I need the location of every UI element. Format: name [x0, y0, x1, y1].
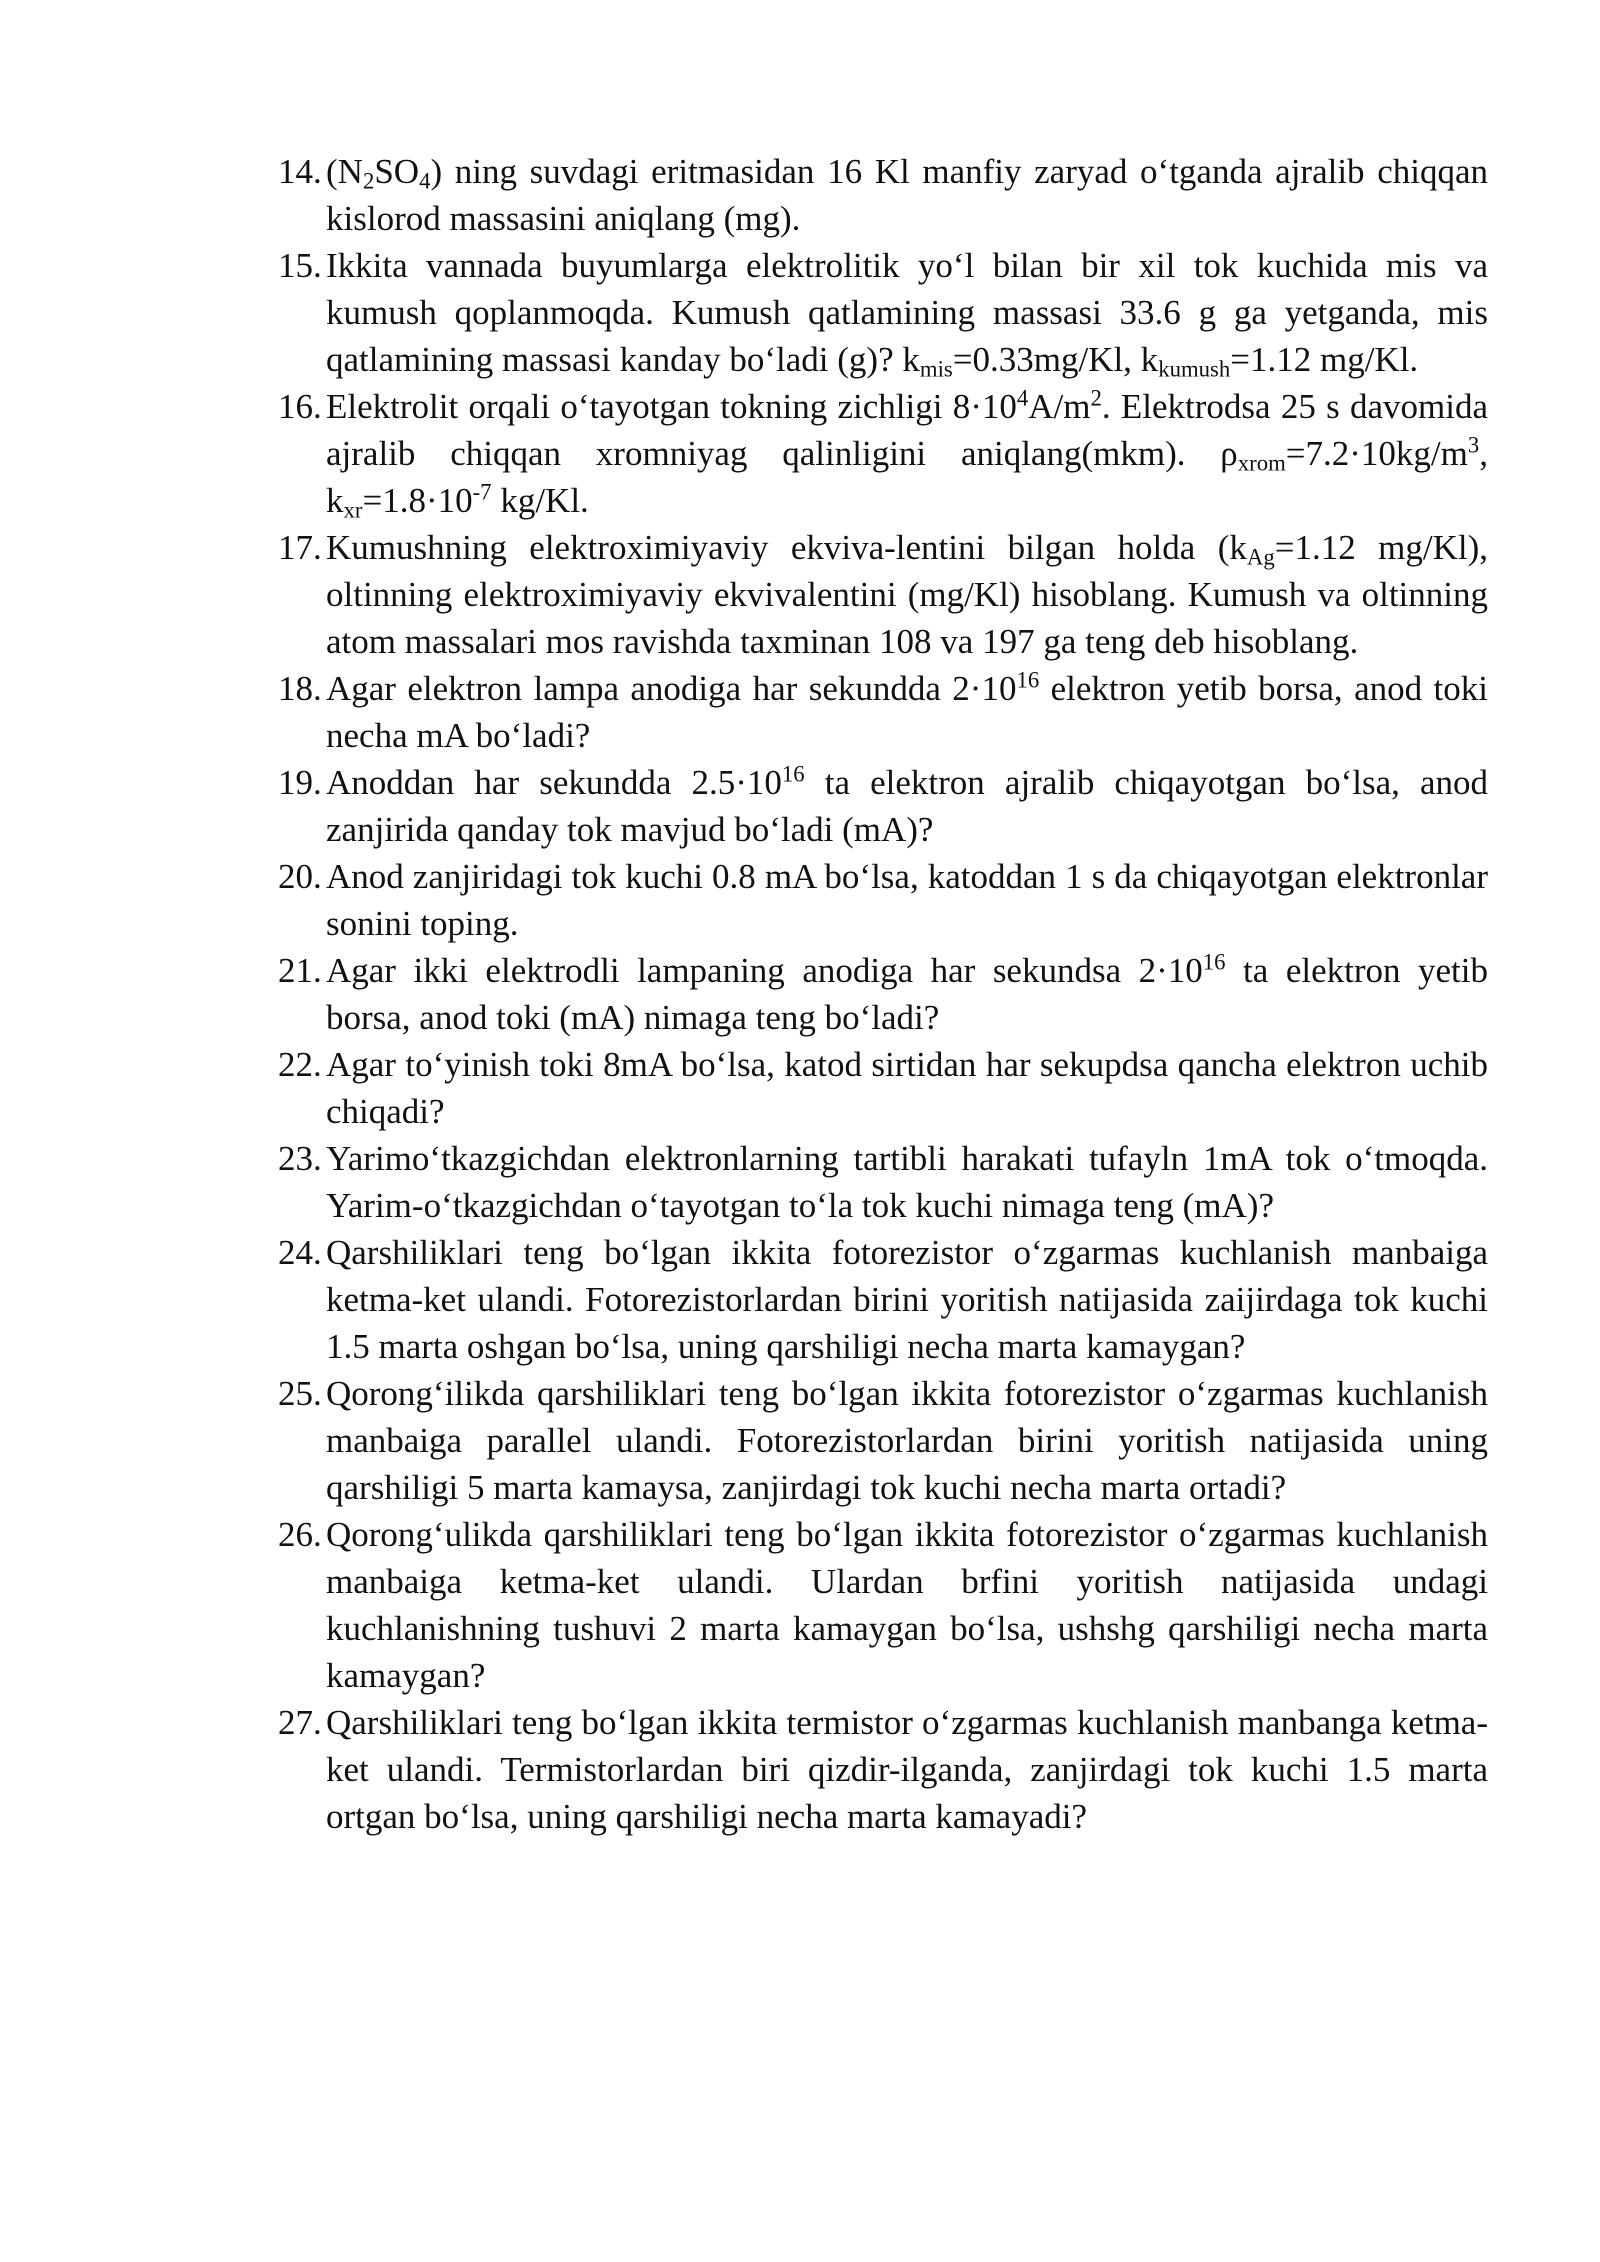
- problem-text: [326, 1374, 1488, 1507]
- problem-item: [278, 1041, 1488, 1135]
- problem-item: [278, 148, 1488, 242]
- problem-number: 24.: [278, 1233, 322, 1272]
- problem-text: [326, 1515, 1488, 1695]
- problem-item: [278, 1370, 1488, 1511]
- text-run: =1.12 mg/Kl), oltinning elektroximiyaviy ekvivalentini (mg/Kl) hisoblang. Kumush va oltinning atom massalari mos ravishda taxminan 108 va 197 ga teng deb hisoblang.: [326, 528, 1488, 661]
- text-run: . Elektrodsa 25 s davomida ajralib chiqqan xromniyag qalinligini aniqlang(mkm). ρ: [326, 387, 1488, 473]
- problem-text: [326, 1139, 1488, 1225]
- problem-text: [326, 528, 1488, 661]
- problem-text: [326, 1703, 1488, 1836]
- problem-list: [0, 148, 1600, 1840]
- subscript: xrom: [1237, 450, 1286, 476]
- superscript: 4: [1016, 385, 1029, 411]
- problem-number: 25.: [278, 1374, 322, 1413]
- problem-number: 20.: [278, 857, 322, 896]
- problem-item: [278, 1699, 1488, 1840]
- problem-number: 19.: [278, 763, 322, 802]
- text-run: N: [337, 152, 363, 191]
- text-run: A/m: [1028, 387, 1091, 426]
- text-run: =1.12 mg/Kl.: [1230, 340, 1419, 379]
- problem-number: 18.: [278, 669, 322, 708]
- superscript: 2: [1090, 385, 1102, 411]
- problem-text: [326, 951, 1488, 1037]
- text-run: Kumushning elektroximiyaviy ekviva-lentini bilgan holda (k: [326, 528, 1247, 567]
- text-run: ta elektron yetib borsa, anod toki (mA) nimaga teng bo‘ladi?: [326, 951, 1488, 1037]
- problem-number: 16.: [278, 387, 322, 426]
- text-run: Anoddan har sekundda 2.5·10: [326, 763, 782, 802]
- problem-item: [278, 524, 1488, 665]
- text-run: Anod zanjiridagi tok kuchi 0.8 mA bo‘lsa, katoddan 1 s da chiqayotgan elektronlar sonini toping.: [326, 857, 1488, 943]
- problem-number: 14.: [278, 152, 322, 191]
- text-run: Agar elektron lampa anodiga har sekundda 2·10: [326, 669, 1017, 708]
- problem-item: [278, 383, 1488, 524]
- subscript: xr: [343, 497, 363, 523]
- text-run: =1.8·10: [362, 481, 473, 520]
- text-run: , k: [326, 434, 1488, 520]
- text-run: =0.33mg/Kl, k: [952, 340, 1159, 379]
- problem-text: [326, 152, 1488, 238]
- problem-number: 27.: [278, 1703, 322, 1742]
- text-run: SO: [374, 152, 420, 191]
- problem-number: 26.: [278, 1515, 322, 1554]
- problem-text: [326, 246, 1488, 382]
- text-run: =7.2·10kg/m: [1285, 434, 1468, 473]
- text-run: Qorong‘ilikda qarshiliklari teng bo‘lgan ikkita fotorezistor o‘zgarmas kuchlanish manbaiga parallel ulandi. Fotorezistorlardan birini yoritish natijasida uning qarshiligi 5 marta kamaysa, zanjirdagi tok kuchi necha marta ortadi?: [326, 1374, 1488, 1507]
- superscript: 3: [1467, 432, 1480, 458]
- text-run: Qarshiliklari teng bo‘lgan ikkita termistor o‘zgarmas kuchlanish manbanga ketma-ket ulandi. Termistorlardan biri qizdir-ilganda, zanjirdagi tok kuchi 1.5 marta ortgan bo‘lsa, uning qarshiligi necha marta kamayadi?: [326, 1703, 1488, 1836]
- problem-number: 23.: [278, 1139, 322, 1178]
- problem-text: [326, 1233, 1488, 1366]
- problem-item: [278, 759, 1488, 853]
- text-run: Qarshiliklari teng bo‘lgan ikkita fotorezistor o‘zgarmas kuchlanish manbaiga ketma-ket ulandi. Fotorezistorlardan birini yoritish natijasida zaijirdaga tok kuchi 1.5 marta oshgan bo‘lsa, uning qarshiligi necha marta kamaygan?: [326, 1233, 1488, 1366]
- superscript: -7: [472, 479, 492, 505]
- text-run: (: [326, 152, 338, 191]
- problem-text: [326, 857, 1488, 943]
- text-run: elektron yetib borsa, anod toki necha mA bo‘ladi?: [326, 669, 1488, 755]
- text-run: Agar to‘yinish toki 8mA bo‘lsa, katod sirtidan har sekupdsa qancha elektron uchib chiqadi?: [326, 1045, 1488, 1131]
- problem-item: [278, 947, 1488, 1041]
- text-run: Agar ikki elektrodli lampaning anodiga har sekundsa 2·10: [326, 951, 1203, 990]
- problem-number: 21.: [278, 951, 322, 990]
- subscript: kumush: [1158, 356, 1231, 382]
- subscript: 2: [362, 168, 375, 194]
- problem-text: [326, 669, 1488, 755]
- subscript: Ag: [1246, 544, 1275, 570]
- superscript: 16: [781, 761, 805, 787]
- superscript: 16: [1202, 949, 1226, 975]
- text-run: ) ning suvdagi eritmasidan 16 Kl manfiy zaryad o‘tganda ajralib chiqqan kislorod massasini aniqlang (mg).: [326, 152, 1488, 238]
- problem-item: [278, 1229, 1488, 1370]
- text-run: Yarimo‘tkazgichdan elektronlarning tartibli harakati tufayln 1mA tok o‘tmoqda. Yarim-o‘tkazgichdan o‘tayotgan to‘la tok kuchi nimaga teng (mA)?: [326, 1139, 1488, 1225]
- problem-item: [278, 665, 1488, 759]
- text-run: Elektrolit orqali o‘tayotgan tokning zichligi 8·10: [326, 387, 1017, 426]
- problem-number: 22.: [278, 1045, 322, 1084]
- text-run: Ikkita vannada buyumlarga elektrolitik yo‘l bilan bir xil tok kuchida mis va kumush qoplanmoqda. Kumush qatlamining massasi 33.6 g ga yetganda, mis qatlamining massasi kanday bo‘ladi (g)? k: [326, 246, 1488, 379]
- problem-text: [326, 763, 1488, 849]
- text-run: ta elektron ajralib chiqayotgan bo‘lsa, anod zanjirida qanday tok mavjud bo‘ladi (mA)?: [326, 763, 1488, 849]
- problem-text: [326, 1045, 1488, 1131]
- problem-item: [278, 1511, 1488, 1699]
- problem-item: [278, 242, 1488, 383]
- subscript: mis: [919, 356, 953, 382]
- problem-number: 17.: [278, 528, 322, 567]
- text-run: Qorong‘ulikda qarshiliklari teng bo‘lgan ikkita fotorezistor o‘zgarmas kuchlanish manbaiga ketma-ket ulandi. Ulardan brfini yoritish natijasida undagi kuchlanishning tushuvi 2 marta kamaygan bo‘lsa, ushshg qarshiligi necha marta kamaygan?: [326, 1515, 1488, 1695]
- problem-text: [326, 385, 1488, 523]
- problem-number: 15.: [278, 246, 322, 285]
- text-run: kg/Kl.: [491, 481, 589, 520]
- problem-item: [278, 853, 1488, 947]
- problem-item: [278, 1135, 1488, 1229]
- superscript: 16: [1016, 667, 1040, 693]
- subscript: 4: [419, 168, 431, 194]
